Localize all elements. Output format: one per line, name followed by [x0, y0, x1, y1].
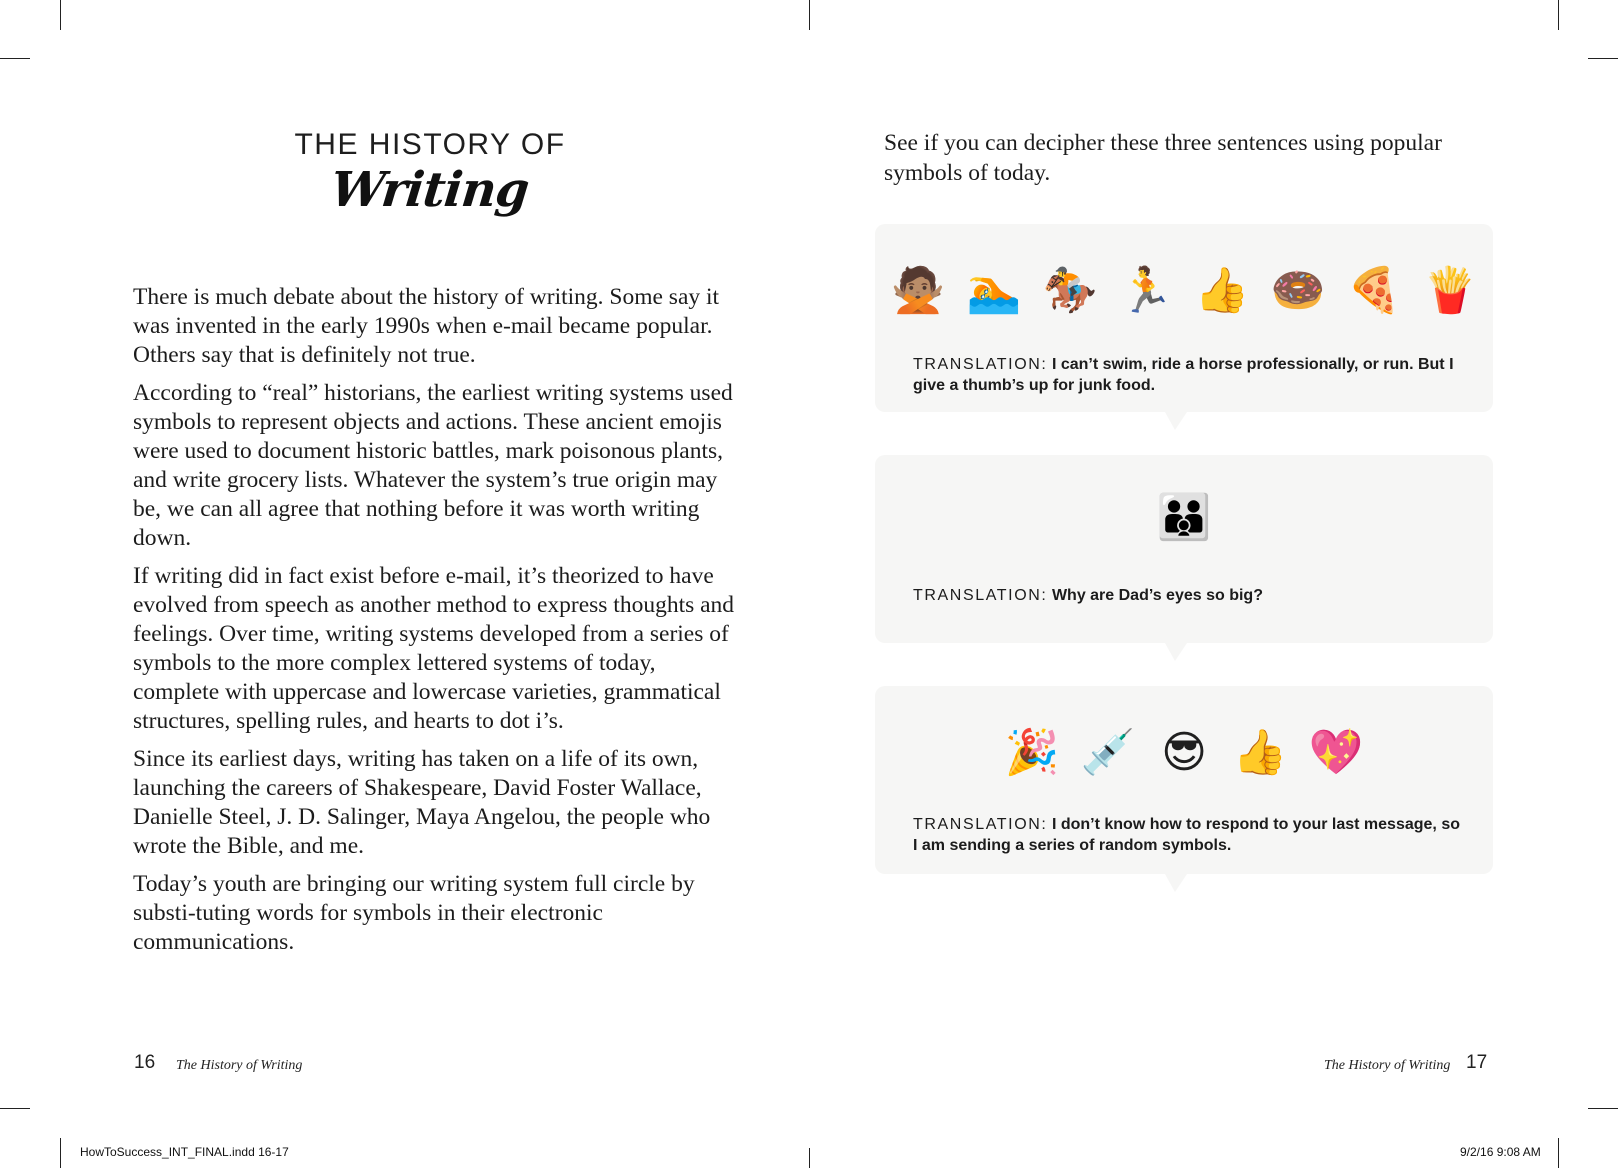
- intro-text: See if you can decipher these three sentences using popular symbols of today.: [884, 130, 1442, 186]
- speech-bubble: [875, 686, 1493, 874]
- slug-date: 9/2/16 9:08 AM: [1460, 1145, 1541, 1159]
- emoji-row: [875, 483, 1493, 553]
- crop-mark: [1558, 1138, 1559, 1168]
- thumbs-up-icon: 👍: [1232, 727, 1288, 778]
- running-head-right: The History of Writing: [1324, 1058, 1451, 1073]
- paragraph: Today’s youth are bringing our writing system full circle by substi-tuting words for symbols in their electronic communications.: [133, 871, 695, 955]
- sunglasses-face-icon: 😎: [1161, 727, 1207, 778]
- crop-mark: [60, 1138, 61, 1168]
- crop-mark: [809, 0, 810, 30]
- fries-icon: 🍟: [1422, 265, 1478, 316]
- body-text: [133, 283, 743, 966]
- chapter-title: [240, 128, 620, 218]
- paragraph: Since its earliest days, writing has taken on a life of its own, launching the careers of Shakespeare, David Foster Wallace, Danielle Steel, J. D. Salinger, Maya Angelou, the people who wrote the Bible, and me.: [133, 746, 711, 859]
- crop-mark: [1588, 58, 1618, 59]
- translation: [913, 354, 1463, 396]
- crop-mark: [1588, 1108, 1618, 1109]
- paragraph: If writing did in fact exist before e-mail, it’s theorized to have evolved from speech as another method to express thoughts and feelings. Over time, writing systems developed from a series of symbols to the more complex lettered systems of today, complete with uppercase and lowercase varieties, grammatical structures, spelling rules, and hearts to dot i’s.: [133, 563, 735, 734]
- no-gesture-icon: 🙅🏽: [890, 265, 946, 316]
- crop-mark: [60, 0, 61, 30]
- translation-label: TRANSLATION:: [913, 356, 1048, 373]
- translation-text: Why are Dad’s eyes so big?: [1051, 587, 1263, 604]
- translation: [913, 814, 1463, 856]
- horse-racing-icon: 🏇: [1042, 265, 1098, 316]
- sparkling-heart-icon: 💖: [1308, 727, 1364, 778]
- speech-bubble: [875, 224, 1493, 412]
- paragraph: There is much debate about the history of writing. Some say it was invented in the early 1990s when e-mail became popular. Others say that is definitely not true.: [133, 284, 720, 368]
- crop-mark: [809, 1148, 810, 1168]
- translation-text: I don’t know how to respond to your last message, so I am sending a series of random symbols.: [913, 816, 1460, 854]
- title-small: THE HISTORY OF: [294, 128, 566, 161]
- speech-bubble: [875, 455, 1493, 643]
- syringe-icon: 💉: [1080, 727, 1136, 778]
- swimmer-icon: 🏊: [966, 265, 1022, 316]
- thumbs-up-icon: 👍: [1194, 265, 1250, 316]
- crop-mark: [0, 1108, 30, 1109]
- page-number-right: 17: [1466, 1052, 1488, 1073]
- translation-text: I can’t swim, ride a horse professionally, or run. But I give a thumb’s up for junk food.: [913, 356, 1454, 394]
- doughnut-icon: 🍩: [1270, 265, 1326, 316]
- paragraph: According to “real” historians, the earliest writing systems used symbols to represent objects and actions. These ancient emojis were used to document historic battles, mark poisonous plants, and write grocery lists. Whatever the system’s true origin may be, we can all agree that nothing before it was worth writing down.: [133, 380, 733, 551]
- running-head-left: The History of Writing: [176, 1058, 303, 1073]
- emoji-row: [875, 718, 1493, 788]
- pizza-icon: 🍕: [1346, 265, 1402, 316]
- runner-icon: 🏃: [1118, 265, 1174, 316]
- party-popper-icon: 🎉: [1004, 727, 1060, 778]
- crop-mark: [0, 58, 30, 59]
- title-script: Writing: [328, 162, 532, 218]
- translation: [913, 585, 1463, 606]
- slug-file: HowToSuccess_INT_FINAL.indd 16-17: [80, 1145, 289, 1159]
- translation-label: TRANSLATION:: [913, 587, 1048, 604]
- translation-label: TRANSLATION:: [913, 816, 1048, 833]
- family-icon: 👪: [1156, 492, 1212, 543]
- emoji-row: [875, 256, 1493, 326]
- crop-mark: [1558, 0, 1559, 30]
- page-number-left: 16: [134, 1052, 156, 1073]
